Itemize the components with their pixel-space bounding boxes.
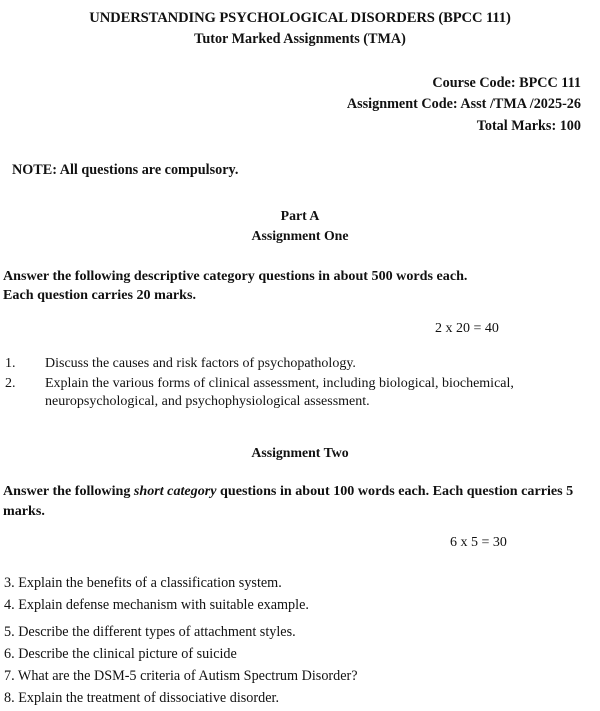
list-item: 8. Explain the treatment of dissociative disorder. <box>4 689 280 706</box>
assignment-two-heading: Assignment Two <box>251 445 349 461</box>
assignment-one-instructions-line2: Each question carries 20 marks. <box>3 287 196 304</box>
list-item <box>0 355 600 374</box>
question-number: 2. <box>5 375 16 391</box>
list-item <box>0 375 600 413</box>
total-marks: Total Marks: 100 <box>476 117 581 134</box>
list-item: 6. Describe the clinical picture of suicide <box>4 645 237 662</box>
list-item: 3. Explain the benefits of a classification system. <box>4 575 282 592</box>
compulsory-note: NOTE: All questions are compulsory. <box>12 161 239 178</box>
assignment-one-instructions <box>0 245 600 306</box>
assignment-two-instructions-prefix: Answer the following <box>3 483 134 500</box>
assignment-meta-block <box>0 49 600 137</box>
list-item: 5. Describe the different types of attachment styles. <box>4 624 296 641</box>
question-text: Explain the various forms of clinical assessment, including biological, biochemical, neuropsychological, and psychophysiological assessment. <box>45 375 514 410</box>
assignment-two-instructions-suffix: questions in about 100 words each. Each question carries 5 marks. <box>3 483 574 519</box>
list-item: 7. What are the DSM-5 criteria of Autism Spectrum Disorder? <box>4 667 358 684</box>
assignment-one-heading: Assignment One <box>251 227 349 243</box>
page-title: UNDERSTANDING PSYCHOLOGICAL DISORDERS (BPCC 111) <box>89 10 511 26</box>
assignment-two-instructions <box>0 462 600 521</box>
page-subtitle: Tutor Marked Assignments (TMA) <box>194 31 406 48</box>
assignment-one-question-list <box>0 338 600 412</box>
assignment-two-marks: 6 x 5 = 30 <box>450 535 507 551</box>
part-a-heading: Part A <box>280 208 320 224</box>
assignment-one-marks: 2 x 20 = 40 <box>435 320 499 336</box>
assignment-two-instructions-emphasis: short category <box>133 483 217 500</box>
question-number: 1. <box>5 355 16 371</box>
question-text: Discuss the causes and risk factors of psychopathology. <box>45 355 356 371</box>
list-item: 4. Explain defense mechanism with suitable example. <box>4 597 309 614</box>
course-code: Course Code: BPCC 111 <box>432 74 581 91</box>
assignment-one-instructions-line1: Answer the following descriptive category questions in about 500 words each. <box>3 267 468 284</box>
assignment-code: Assignment Code: Asst /TMA /2025-26 <box>346 96 581 113</box>
assignment-two-question-list <box>0 552 600 710</box>
